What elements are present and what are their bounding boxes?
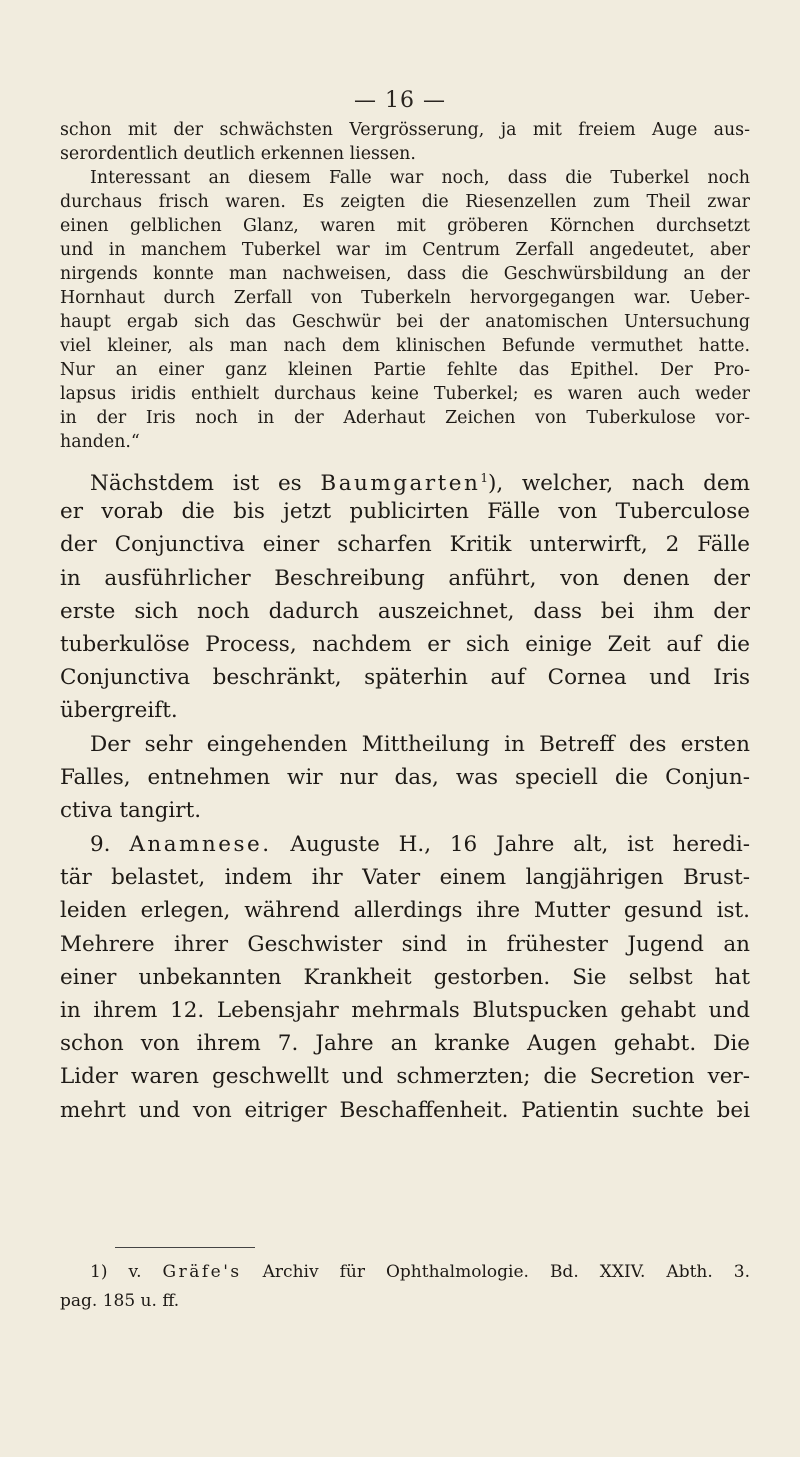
footnote-author: Gräfe's	[162, 1262, 242, 1282]
text-line: Der sehr eingehenden Mittheilung in Betreff des ersten	[90, 732, 750, 757]
text-line: Nur an einer ganz kleinen Partie fehlte das Epithel. Der Pro-	[60, 360, 750, 380]
text-line: in ausführlicher Beschreibung anführt, von denen der	[60, 565, 750, 591]
text-line: Falles, entnehmen wir nur das, was speciell die Conjun-	[60, 765, 750, 791]
main-paragraph-baumgarten	[60, 462, 750, 728]
text-line: viel kleiner, als man nach dem klinischen Befunde vermuthet hatte.	[60, 336, 750, 356]
quoted-paragraph-1	[60, 118, 750, 166]
text-line: leiden erlegen, während allerdings ihre Mutter gesund ist.	[60, 898, 750, 924]
text-line: haupt ergab sich das Geschwür bei der anatomischen Untersuchung	[60, 312, 750, 332]
text-line: nirgends konnte man nachweisen, dass die Geschwürsbildung an der	[60, 264, 750, 284]
text-line: serordentlich deutlich erkennen liessen.	[60, 144, 416, 164]
text-line: der Conjunctiva einer scharfen Kritik unterwirft, 2 Fälle	[60, 532, 750, 558]
text-line: 1) v. Gräfe's Archiv für Ophthalmologie. Bd. XXIV. Abth. 3.	[90, 1262, 750, 1282]
text-line: handen.“	[60, 432, 140, 452]
text-line: durchaus frisch waren. Es zeigten die Riesenzellen zum Theil zwar	[60, 192, 750, 212]
text-line: übergreift.	[60, 698, 178, 724]
text-line: Interessant an diesem Falle war noch, dass die Tuberkel noch	[90, 168, 750, 188]
text-line: tuberkulöse Process, nachdem er sich einige Zeit auf die	[60, 631, 750, 657]
text-line: Hornhaut durch Zerfall von Tuberkeln hervorgegangen war. Ueber-	[60, 288, 750, 308]
text-line: einen gelblichen Glanz, waren mit gröberen Körnchen durchsetzt	[60, 216, 750, 236]
author-name: Baumgarten	[320, 471, 481, 496]
footnote	[60, 1258, 750, 1316]
text-line: lapsus iridis enthielt durchaus keine Tuberkel; es waren auch weder	[60, 384, 750, 404]
text-line: tär belastet, indem ihr Vater einem langjährigen Brust-	[60, 865, 750, 891]
text-line: Conjunctiva beschränkt, späterhin auf Cornea und Iris	[60, 665, 750, 691]
footnote-divider	[115, 1247, 255, 1248]
section-heading: Anamnese.	[129, 832, 272, 857]
text-line: pag. 185 u. ff.	[60, 1291, 180, 1311]
text-line: in ihrem 12. Lebensjahr mehrmals Blutspucken gehabt und	[60, 997, 750, 1023]
text-line: schon mit der schwächsten Vergrösserung, ja mit freiem Auge aus-	[60, 120, 750, 140]
text-line: erste sich noch dadurch auszeichnet, dass bei ihm der	[60, 598, 750, 624]
text-line: einer unbekannten Krankheit gestorben. Sie selbst hat	[60, 964, 750, 990]
text-line: ctiva tangirt.	[60, 798, 202, 824]
text-line: schon von ihrem 7. Jahre an kranke Augen gehabt. Die	[60, 1031, 750, 1057]
text-line: 9. Anamnese. Auguste H., 16 Jahre alt, ist heredi-	[90, 832, 750, 857]
text-line: mehrt und von eitriger Beschaffenheit. Patientin suchte bei	[60, 1097, 750, 1123]
main-paragraph-mittheilung	[60, 728, 750, 828]
quoted-paragraph-2	[60, 166, 750, 454]
text-line: Mehrere ihrer Geschwister sind in frühester Jugend an	[60, 931, 750, 957]
page-number: — 16 —	[354, 88, 446, 113]
main-paragraph-anamnese	[60, 828, 750, 1127]
footnote-ref: 1	[480, 471, 488, 485]
text-line: er vorab die bis jetzt publicirten Fälle von Tuberculose	[60, 499, 750, 525]
text-line: Lider waren geschwellt und schmerzten; die Secretion ver-	[60, 1064, 750, 1090]
text-line: und in manchem Tuberkel war im Centrum Zerfall angedeutet, aber	[60, 240, 750, 260]
text-line: Nächstdem ist es Baumgarten$^1$), welcher, nach dem	[90, 471, 750, 496]
text-line: in der Iris noch in der Aderhaut Zeichen von Tuberkulose vor-	[60, 408, 750, 428]
